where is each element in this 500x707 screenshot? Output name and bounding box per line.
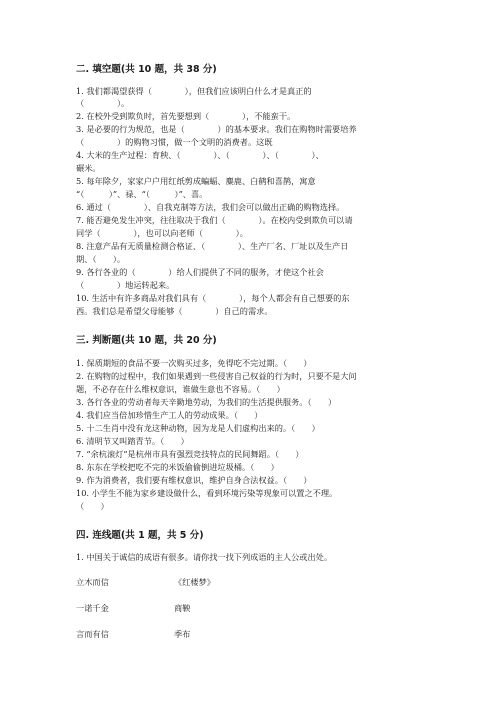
question-line: 9. 各行各业的（ ）给人们提供了不同的服务，才使这个社会 — [76, 267, 324, 277]
question-line: 期、（ ）。 — [76, 254, 126, 264]
source-item: 商鞅 — [174, 603, 191, 613]
question-line: 同学（ ），也可以向老师（ ）。 — [76, 228, 248, 238]
question-line: 7. “余杭滚灯”是杭州市具有强烈竞技特点的民间舞蹈。（ ） — [76, 449, 304, 459]
question-line: 1. 保质期短的食品不要一次购买过多，免得吃不完过期。（ ） — [76, 358, 312, 368]
question-line: 8. 东东在学校把吃不完的米饭偷偷倒进垃圾桶。（ ） — [76, 462, 279, 472]
question-line: （ ）。 — [76, 98, 130, 108]
matching-question: 1. 中国关于诚信的成语有很多。请你找一找下列成语的主人公或出处。 — [76, 552, 333, 562]
question-line: 3. 各行各业的劳动者每天辛勤地劳动，为我们的生活提供服务。（ ） — [76, 397, 337, 407]
section-title-fill-in: 二. 填空题(共 10 题，共 38 分) — [76, 64, 217, 75]
question-line: （ ）地运转起来。 — [76, 280, 175, 290]
question-line: 9. 作为消费者，我们要有维权意识，维护自身合法权益。（ ） — [76, 475, 312, 485]
question-line: 碾米。 — [76, 163, 101, 173]
question-line: （ ）的购物习惯，做一个文明的消费者。这既 — [76, 137, 273, 147]
question-line: 西。我们总是希望父母能够（ ）自己的需求。 — [76, 306, 273, 316]
question-line: 1. 我们都渴望获得（ ），但我们应该明白什么才是真正的 — [76, 86, 312, 96]
question-line: 4. 大米的生产过程：育秧、（ ）、（ ）、（ ）、 — [76, 150, 324, 160]
question-line: 10. 生活中有许多商品对我们具有（ ），每个人都会有自己想要的东 — [76, 293, 350, 303]
section-title-true-false: 三. 判断题(共 10 题，共 20 分) — [76, 335, 217, 346]
question-line: 10. 小学生不能为家乡建设做什么，看到环境污染等现象可以置之不理。 — [76, 488, 338, 498]
question-line: 2. 在购物的过程中，我们如果遇到一些侵害自己权益的行为时，只要不是大问 — [76, 371, 357, 381]
question-line: 5. 每年除夕，家家户户用红纸剪成蝙蝠、麋鹿、白鹤和喜鹊，寓意 — [76, 176, 316, 186]
question-line: 8. 注意产品有无质量检测合格证、（ ）、生产厂名、厂址以及生产日 — [76, 241, 349, 251]
question-line: （ ） — [76, 501, 109, 511]
idiom-item: 言而有信 — [76, 629, 109, 639]
question-line: 6. 清明节又叫踏青节。（ ） — [76, 436, 189, 446]
source-item: 《红楼梦》 — [174, 577, 215, 587]
idiom-item: 立木而信 — [76, 577, 109, 587]
question-line: 4. 我们应当倍加珍惜生产工人的劳动成果。（ ） — [76, 410, 263, 420]
question-line: 2. 在校外受到欺负时，首先要想到（ ），不能蛮干。 — [76, 111, 296, 121]
section-title-matching: 四. 连线题(共 1 题，共 5 分) — [76, 530, 204, 541]
question-line: “（ ）”、禄、“（ ）”、喜。 — [76, 189, 208, 199]
question-line: 3. 是必要的行为规范，也是（ ）的基本要求。我们在购物时需要培养 — [76, 124, 357, 134]
question-line: 题，不必存在什么维权意识，谁做生意也不容易。（ ） — [76, 384, 285, 394]
source-item: 季布 — [174, 629, 191, 639]
idiom-item: 一诺千金 — [76, 603, 109, 613]
question-line: 5. 十二生肖中没有龙这种动物，因为龙是人们虚构出来的。（ ） — [76, 423, 320, 433]
question-line: 7. 能否避免发生冲突，往往取决于我们（ ）。在校内受到欺负可以请 — [76, 215, 353, 225]
question-line: 6. 通过（ ）、自我克制等方法，我们会可以做出正确的购物选择。 — [76, 202, 345, 212]
